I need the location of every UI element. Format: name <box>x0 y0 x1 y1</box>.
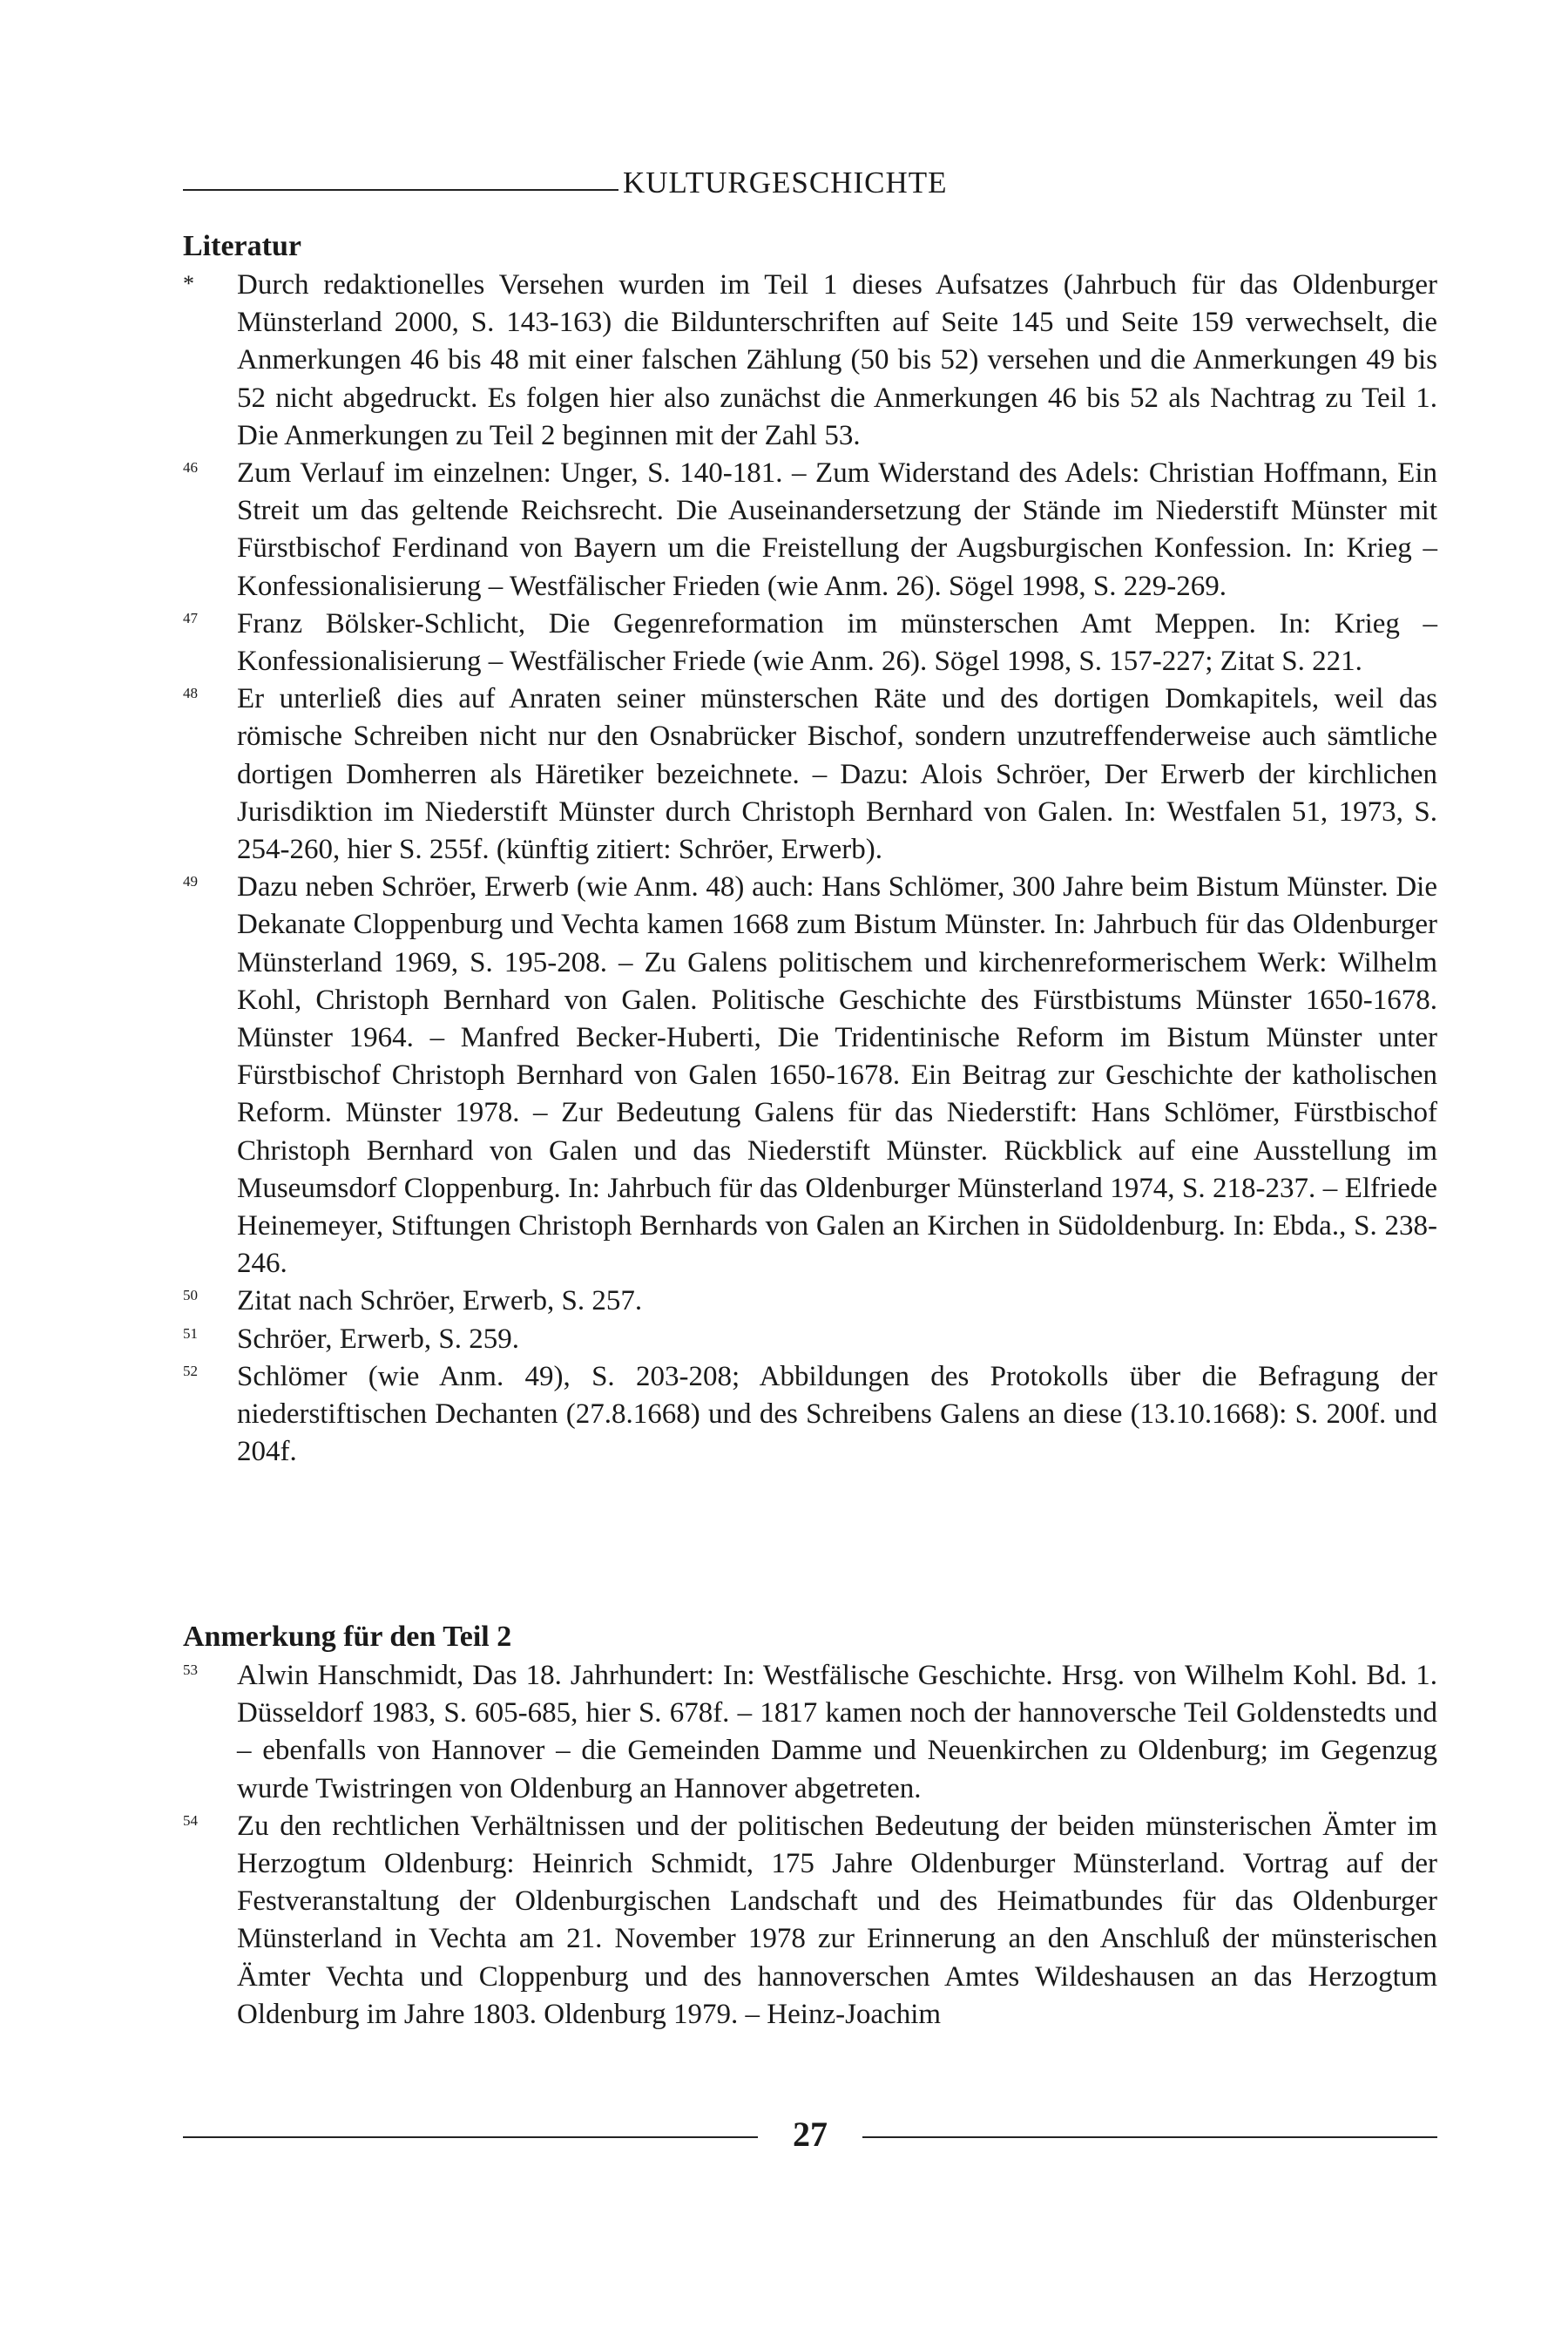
running-header-title: KULTURGESCHICHTE <box>623 166 948 200</box>
section-literatur <box>183 228 1437 1472</box>
footnote-54 <box>183 1808 1437 2034</box>
footer-rule-left <box>183 2136 758 2138</box>
footnote-52 <box>183 1358 1437 1472</box>
footnote-47 <box>183 606 1437 680</box>
page-footer <box>183 2110 1437 2162</box>
footer-rule-right <box>862 2136 1437 2138</box>
section-heading: Literatur <box>183 230 301 262</box>
footnote-star <box>183 267 1437 455</box>
footnote-text: Schlömer (wie Anm. 49), S. 203-208; Abbildungen des Protokolls über die Befragung der niederstiftischen Dechanten (27.8.1668) und des Schreibens Galens an diese (13.10.1668): S. 200f. und 204f. <box>237 1360 1437 1468</box>
footnote-marker: 50 <box>183 1287 198 1304</box>
footnote-marker: * <box>183 271 194 296</box>
footnote-text: Alwin Hanschmidt, Das 18. Jahrhundert: In: Westfälische Geschichte. Hrsg. von Wilhelm Kohl. Bd. 1. Düsseldorf 1983, S. 605-685, hier S. 678f. – 1817 kamen noch der hannoversche Teil Goldenstedts und – ebenfalls von Hannover – die Gemeinden Damme und Neuenkirchen zu Oldenburg; im Gegenzug wurde Twistringen von Oldenburg an Hannover abgetreten. <box>237 1660 1437 1804</box>
footnote-text: Durch redaktionelles Versehen wurden im Teil 1 dieses Aufsatzes (Jahrbuch für das Oldenburger Münsterland 2000, S. 143-163) die Bildunterschriften auf Seite 145 und Seite 159 verwechselt, die Anmerkungen 46 bis 48 mit einer falschen Zählung (50 bis 52) versehen und die Anmerkungen 49 bis 52 nicht abgedruckt. Es folgen hier also zunächst die Anmerkungen 46 bis 52 als Nachtrag zu Teil 1. Die Anmerkungen zu Teil 2 beginnen mit der Zahl 53. <box>237 269 1437 451</box>
footnote-text: Er unterließ dies auf Anraten seiner münsterschen Räte und des dortigen Domkapitels, weil das römische Schreiben nicht nur den Osnabrücker Bischof, sondern unzutreffenderweise auch sämtliche dortigen Domherren als Häretiker bezeichnete. – Dazu: Alois Schröer, Der Erwerb der kirchlichen Jurisdiktion im Niederstift Münster durch Christoph Bernhard von Galen. In: Westfalen 51, 1973, S. 254-260, hier S. 255f. (künftig zitiert: Schröer, Erwerb). <box>237 683 1437 866</box>
footnote-text: Zitat nach Schröer, Erwerb, S. 257. <box>237 1285 643 1317</box>
footnote-text: Franz Bölsker-Schlicht, Die Gegenreformation im münsterschen Amt Meppen. In: Krieg – Konfessionalisierung – Westfälischer Friede (wie Anm. 26). Sögel 1998, S. 157-227; Zitat S. 221. <box>237 607 1437 678</box>
footnote-marker: 53 <box>183 1662 198 1678</box>
footnote-53 <box>183 1657 1437 1808</box>
section-anmerkung-teil-2 <box>183 1619 1437 2034</box>
footnote-text: Dazu neben Schröer, Erwerb (wie Anm. 48) auch: Hans Schlömer, 300 Jahre beim Bistum Münster. Die Dekanate Cloppenburg und Vechta kamen 1668 zum Bistum Münster. In: Jahrbuch für das Oldenburger Münsterland 1969, S. 195-208. – Zu Galens politischem und kirchenreformerischem Werk: Wilhelm Kohl, Christoph Bernhard von Galen. Politische Geschichte des Fürstbistums Münster 1650-1678. Münster 1964. – Manfred Becker-Huberti, Die Tridentinische Reform im Bistum Münster unter Fürstbischof Christoph Bernhard von Galen 1650-1678. Ein Beitrag zur Geschichte der katholischen Reform. Münster 1978. – Zur Bedeutung Galens für das Niederstift: Hans Schlömer, Fürstbischof Christoph Bernhard von Galen und das Niederstift Münster. Rückblick auf eine Ausstellung im Museumsdorf Cloppenburg. In: Jahrbuch für das Oldenburger Münsterland 1974, S. 218-237. – Elfriede Heinemeyer, Stiftungen Christoph Bernhards von Galen an Kirchen in Südoldenburg. In: Ebda., S. 238-246. <box>237 871 1437 1280</box>
footnote-marker: 47 <box>183 609 198 626</box>
footnote-marker: 49 <box>183 873 198 890</box>
footnote-50 <box>183 1283 1437 1320</box>
header-rule <box>183 189 618 191</box>
footnote-text: Zum Verlauf im einzelnen: Unger, S. 140-181. – Zum Widerstand des Adels: Christian Hoffmann, Ein Streit um das geltende Reichsrecht. Die Auseinandersetzung der Stände im Niederstift Münster mit Fürstbischof Ferdinand von Bayern um die Freistellung der Augsburgischen Konfession. In: Krieg – Konfessionalisierung – Westfälischer Frieden (wie Anm. 26). Sögel 1998, S. 229-269. <box>237 457 1437 602</box>
footnote-text: Schröer, Erwerb, S. 259. <box>237 1323 520 1355</box>
footnote-marker: 48 <box>183 685 198 702</box>
footnote-marker: 52 <box>183 1362 198 1379</box>
footnote-48 <box>183 680 1437 869</box>
footnote-51 <box>183 1321 1437 1358</box>
section-heading: Anmerkung für den Teil 2 <box>183 1621 512 1653</box>
page-number: 27 <box>793 2115 828 2154</box>
footnote-text: Zu den rechtlichen Verhältnissen und der politischen Bedeutung der beiden münsterischen Ämter im Herzogtum Oldenburg: Heinrich Schmidt, 175 Jahre Oldenburger Münsterland. Vortrag auf der Festveranstaltung der Oldenburgischen Landschaft und des Heimatbundes für das Oldenburger Münsterland in Vechta am 21. November 1978 zur Erinnerung an den Anschluß der münsterischen Ämter Vechta und Cloppenburg und des hannoverschen Amtes Wildeshausen an das Herzogtum Oldenburg im Jahre 1803. Oldenburg 1979. – Heinz-Joachim <box>237 1810 1437 2030</box>
footnote-49 <box>183 869 1437 1283</box>
footnote-46 <box>183 455 1437 606</box>
running-header <box>183 166 1437 209</box>
footnote-marker: 46 <box>183 459 198 477</box>
footnote-marker: 51 <box>183 1324 198 1342</box>
footnote-marker: 54 <box>183 1811 198 1829</box>
